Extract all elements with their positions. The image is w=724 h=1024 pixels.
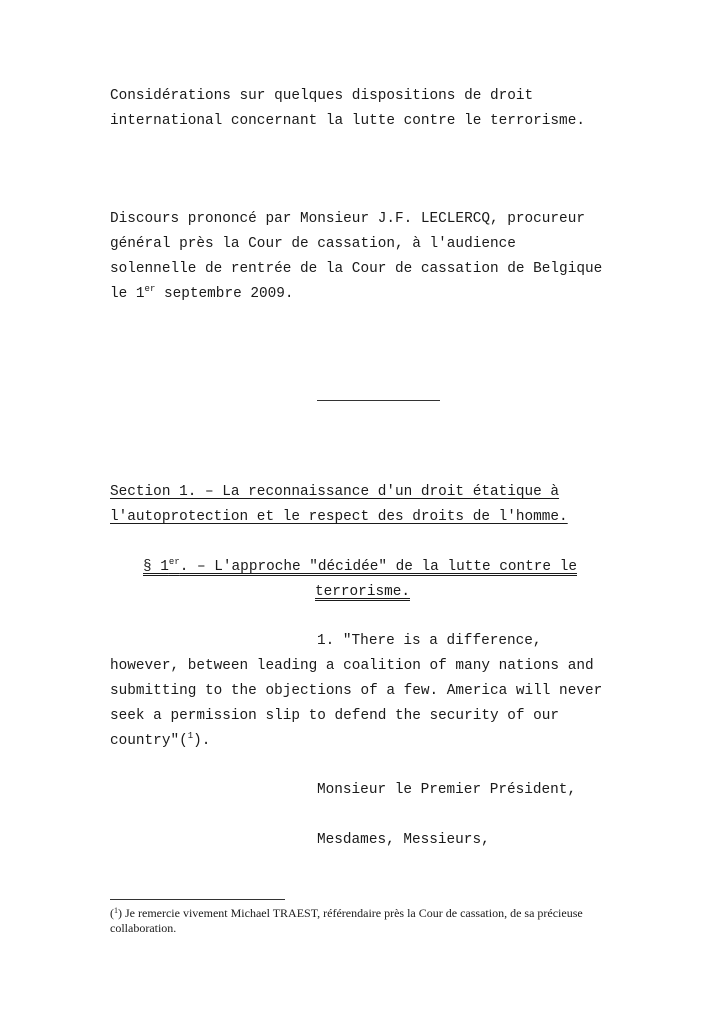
quote-line-5-prefix: country"( (110, 733, 188, 749)
paragraph-heading-superscript: er (168, 557, 180, 567)
footnote (110, 906, 630, 936)
speech-info-line-2: général près la Cour de cassation, à l'audience (110, 236, 516, 252)
paragraph-heading-prefix: § 1 (143, 559, 169, 575)
footnote-text: ) Je remercie vivement Michael TRAEST, référendaire près la Cour de cassation, de sa précieuse collaboration. (110, 906, 583, 935)
section-heading-line-2: l'autoprotection et le respect des droits de l'homme. (110, 509, 568, 525)
speech-date-superscript: er (144, 284, 156, 294)
footnote-reference[interactable]: 1 (187, 731, 194, 741)
document-title-line-1: Considérations sur quelques dispositions de droit (110, 88, 534, 104)
quote-line-5-suffix: ). (193, 733, 211, 749)
speech-info-line-3: solennelle de rentrée de la Cour de cassation de Belgique (110, 261, 603, 277)
footnote-open-paren: ( (110, 906, 114, 920)
footnote-separator (110, 899, 285, 900)
speech-info-line-1: Discours prononcé par Monsieur J.F. LECLERCQ, procureur (110, 211, 585, 227)
quote-line-5 (110, 732, 210, 750)
salutation-line-1: Monsieur le Premier Président, (317, 782, 577, 798)
speech-info-line-4 (110, 285, 294, 303)
quote-line-1: 1. "There is a difference, (317, 633, 542, 649)
salutation-line-2: Mesdames, Messieurs, (317, 832, 490, 848)
section-heading-line-1: Section 1. – La reconnaissance d'un droit étatique à (110, 484, 560, 500)
paragraph-heading-suffix: . – L'approche "décidée" de la lutte contre le (179, 559, 577, 575)
document-title-line-2: international concernant la lutte contre le terrorisme. (110, 113, 585, 129)
speech-date-prefix: le 1 (110, 286, 145, 302)
footnote-number: 1 (114, 906, 118, 915)
paragraph-heading-line-1 (143, 558, 577, 576)
quote-line-3: submitting to the objections of a few. America will never (110, 683, 603, 699)
quote-line-2: however, between leading a coalition of many nations and (110, 658, 594, 674)
speech-date-suffix: septembre 2009. (155, 286, 294, 302)
quote-line-4: seek a permission slip to defend the security of our (110, 708, 560, 724)
section-separator (317, 400, 440, 401)
paragraph-heading-line-2: terrorisme. (315, 584, 410, 600)
